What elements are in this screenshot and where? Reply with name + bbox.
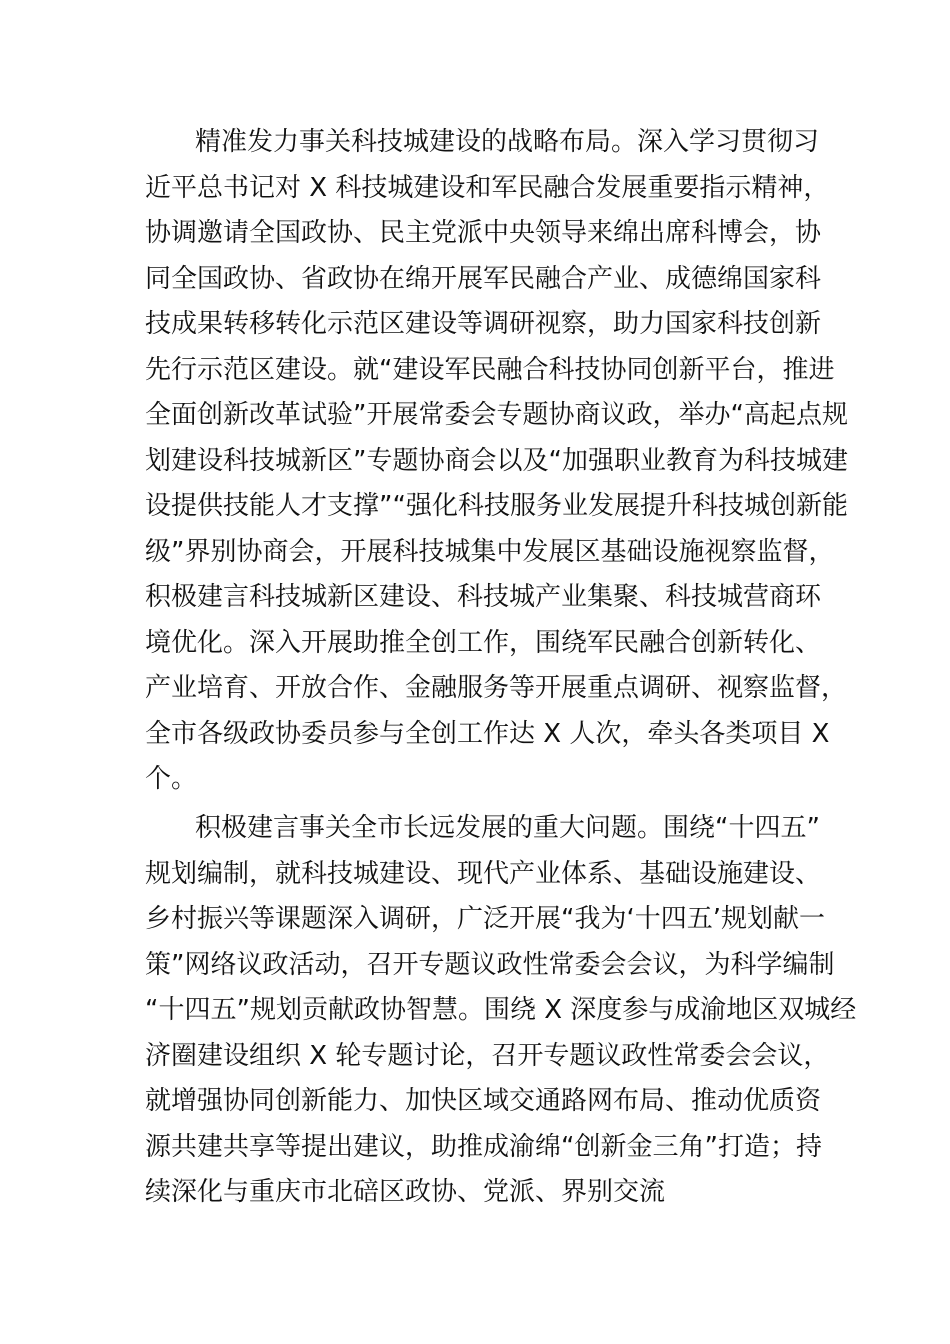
paragraph-1-line-2: 近平总书记对 X 科技城建设和军民融合发展重要指示精神， xyxy=(145,172,830,203)
paragraph-1-line-14: 全市各级政协委员参与全创工作达 X 人次，牵头各类项目 X xyxy=(145,718,830,749)
paragraph-1-line-12: 境优化。深入开展助推全创工作，围绕军民融合创新转化、 xyxy=(145,627,822,658)
paragraph-1-line-10: 级”界别协商会，开展科技城集中发展区基础设施视察监督， xyxy=(145,536,835,567)
paragraph-1-line-1: 精准发力事关科技城建设的战略布局。深入学习贯彻习 xyxy=(195,127,820,157)
paragraph-1-line-3: 协调邀请全国政协、民主党派中央领导来绵出席科博会，协 xyxy=(145,218,822,248)
paragraph-2-line-9: 续深化与重庆市北碚区政协、党派、界别交流 xyxy=(145,1177,666,1207)
paragraph-1-line-8: 划建设科技城新区”专题协商会以及“加强职业教育为科技城建 xyxy=(145,445,848,476)
paragraph-1-line-6: 先行示范区建设。就“建设军民融合科技协同创新平台，推进 xyxy=(145,354,835,385)
paragraph-2-line-2: 规划编制，就科技城建设、现代产业体系、基础设施建设、 xyxy=(145,858,822,889)
paragraph-1-line-9: 设提供技能人才支撑”“强化科技服务业发展提升科技城创新能 xyxy=(145,491,848,521)
paragraph-2-line-6: 济圈建设组织 X 轮专题讨论，召开专题议政性常委会会议， xyxy=(145,1040,830,1071)
paragraph-1-line-4: 同全国政协、省政协在绵开展军民融合产业、成德绵国家科 xyxy=(145,263,822,294)
paragraph-2-line-8: 源共建共享等提出建议，助推成渝绵“创新金三角”打造；持 xyxy=(145,1131,822,1162)
paragraph-2-line-5: “十四五”规划贡献政协智慧。围绕 X 深度参与成渝地区双城经 xyxy=(145,995,857,1025)
paragraph-2-line-7: 就增强协同创新能力、加快区域交通路网布局、推动优质资 xyxy=(145,1086,822,1116)
paragraph-1-line-15: 个。 xyxy=(145,764,198,794)
paragraph-1-line-7: 全面创新改革试验”开展常委会专题协商议政，举办“高起点规 xyxy=(145,400,848,430)
paragraph-1-line-5: 技成果转移转化示范区建设等调研视察，助力国家科技创新 xyxy=(145,309,822,339)
paragraph-2-line-1: 积极建言事关全市长远发展的重大问题。围绕“十四五” xyxy=(195,813,820,843)
paragraph-1-line-11: 积极建言科技城新区建设、科技城产业集聚、科技城营商环 xyxy=(145,582,822,612)
paragraph-2-line-4: 策”网络议政活动，召开专题议政性常委会会议，为科学编制 xyxy=(145,949,835,980)
paragraph-2-line-3: 乡村振兴等课题深入调研，广泛开展“我为‘十四五’规划献一 xyxy=(145,904,825,934)
paragraph-1-line-13: 产业培育、开放合作、金融服务等开展重点调研、视察监督， xyxy=(145,673,848,703)
